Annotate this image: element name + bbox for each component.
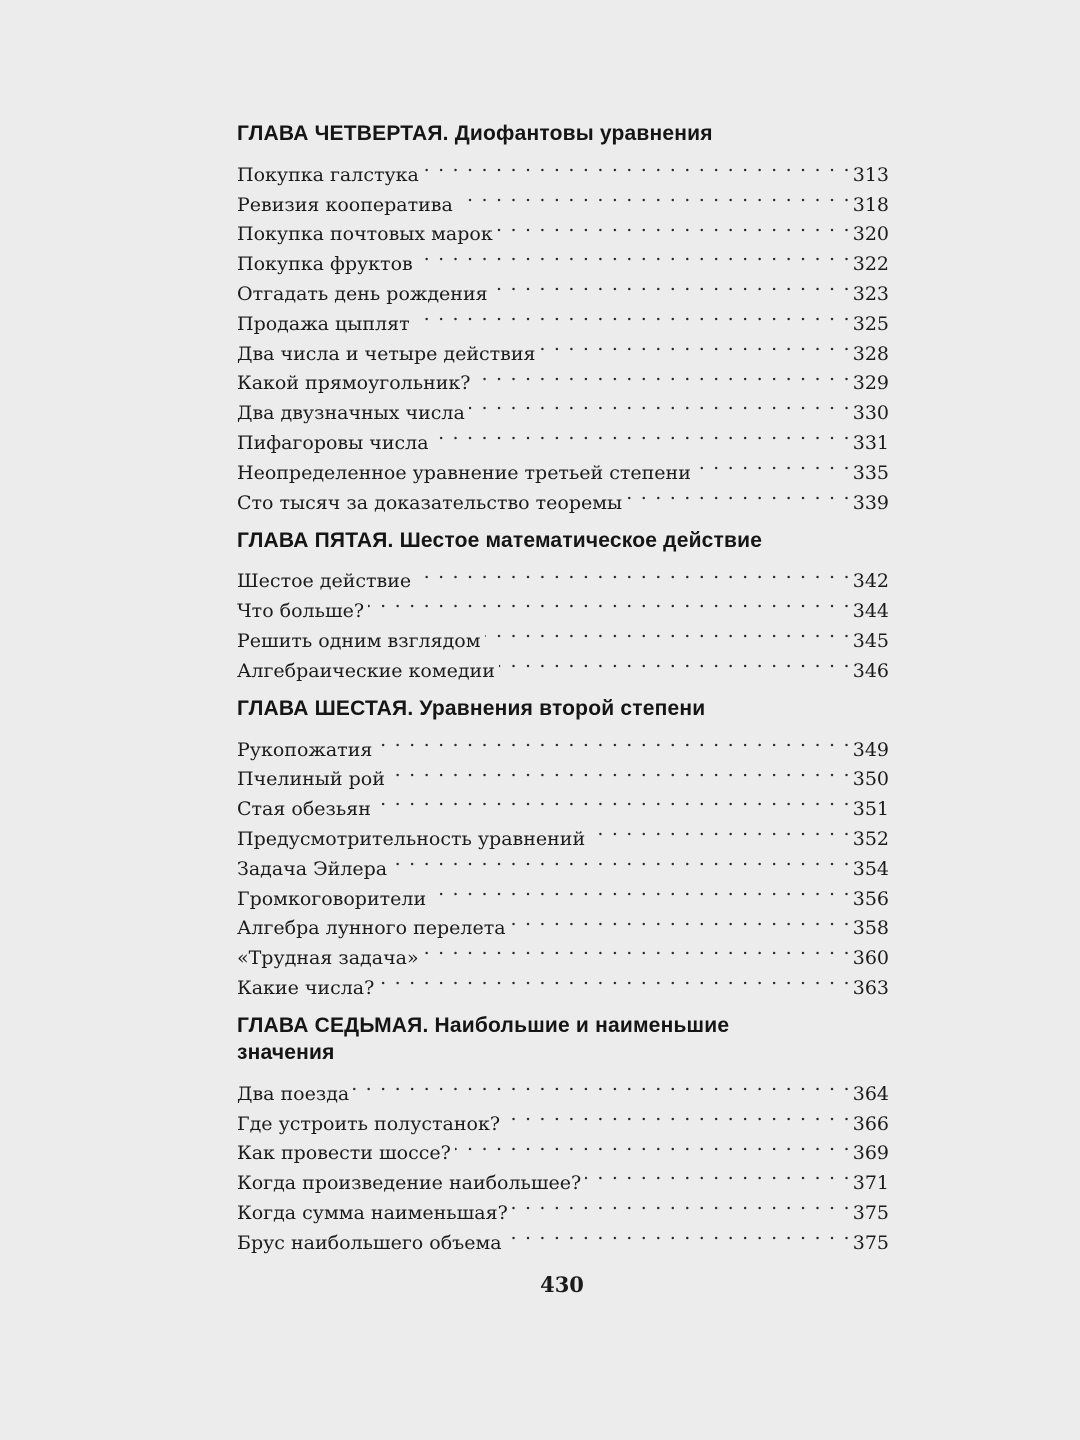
toc-entry[interactable] [237,151,889,186]
leader-dots [474,360,850,390]
leader-dots [455,1130,851,1160]
toc-entry[interactable] [237,558,889,593]
entry-title: Отгадать день рождения [237,282,488,305]
entry-title: Покупка почтовых марок [237,223,493,246]
entry-title: Стая обезьян [237,798,371,821]
entry-title: Продажа цыплят [237,312,410,335]
leader-dots [695,449,851,479]
chapter-title [237,1010,889,1066]
entry-page: 339 [852,491,889,514]
leader-dots [506,1219,851,1249]
leader-dots [423,151,851,181]
table-of-contents [237,118,889,1265]
entry-page: 344 [852,600,889,623]
leader-dots [540,330,851,360]
entry-page: 363 [852,976,889,999]
entry-page: 313 [852,163,889,186]
entry-page: 346 [852,659,889,682]
entry-title: Когда произведение наибольшее? [237,1172,582,1195]
entry-page: 349 [852,738,889,761]
entry-title: Два двузначных числа [237,402,465,425]
entry-title: Покупка галстука [237,163,419,186]
chapter-title-line-2: значения [237,1040,335,1064]
leader-dots [378,964,850,994]
entry-title: Какой прямоугольник? [237,372,471,395]
entry-page: 375 [852,1231,889,1254]
leader-dots [423,934,851,964]
leader-dots [485,617,851,647]
entry-title: Как провести шоссе? [237,1142,451,1165]
leader-dots [368,587,851,617]
leader-dots [417,240,851,270]
entry-title: Задача Эйлера [237,857,388,880]
entry-title: Предусмотрительность уравнений [237,827,586,850]
entry-page: 366 [852,1112,889,1135]
leader-dots [510,905,851,935]
chapter-5 [237,525,889,682]
entry-page: 328 [852,342,889,365]
entry-title: Громкоговорители [237,887,427,910]
entry-title: Шестое действие [237,570,412,593]
toc-entry[interactable] [237,1070,889,1105]
entry-title: Решить одним взглядом [237,629,481,652]
leader-dots [497,211,851,241]
leader-dots [391,845,851,875]
leader-dots [376,726,850,756]
leader-dots [469,389,851,419]
entry-title: Пчелиный рой [237,768,385,791]
entry-page: 364 [852,1082,889,1105]
entry-page: 360 [852,947,889,970]
entry-page: 354 [852,857,889,880]
leader-dots [433,419,851,449]
entry-title: Рукопожатия [237,738,373,761]
leader-dots [430,875,851,905]
entry-page: 350 [852,768,889,791]
entry-page: 342 [852,570,889,593]
entry-page: 325 [852,312,889,335]
chapter-7 [237,1010,889,1254]
entry-page: 318 [852,193,889,216]
leader-dots [457,181,851,211]
leader-dots [389,756,851,786]
leader-dots [504,1100,851,1130]
leader-dots [499,647,851,677]
chapter-title: ГЛАВА ЧЕТВЕРТАЯ. Диофантовы уравнения [237,122,713,145]
page-number: 430 [540,1272,584,1297]
entry-title: Брус наибольшего объема [237,1231,502,1254]
entry-title: Ревизия кооператива [237,193,453,216]
leader-dots [585,1159,850,1189]
entry-title: Два поезда [237,1082,350,1105]
entry-title: Покупка фруктов [237,253,413,276]
entry-title: Два числа и четыре действия [237,342,536,365]
entry-page: 322 [852,253,889,276]
entry-page: 375 [852,1201,889,1224]
entry-title: Когда сумма наименьшая? [237,1201,508,1224]
entry-page: 356 [852,887,889,910]
entry-title: Пифагоровы числа [237,431,429,454]
entry-page: 345 [852,629,889,652]
chapter-title: ГЛАВА ШЕСТАЯ. Уравнения второй степени [237,696,706,720]
leader-dots [375,785,851,815]
entry-page: 358 [852,917,889,940]
entry-title: Какие числа? [237,976,375,999]
toc-entry[interactable] [237,726,889,761]
entry-title: Алгебраические комедии [237,659,495,682]
entry-page: 335 [852,461,889,484]
chapter-title-line-1: ГЛАВА СЕДЬМАЯ. Наибольшие и наименьшие [237,1013,730,1037]
entry-title: «Трудная задача» [237,947,419,970]
entry-page: 323 [852,282,889,305]
entry-title: Алгебра лунного перелета [237,917,506,940]
entry-title: Что больше? [237,600,365,623]
entry-page: 352 [852,827,889,850]
leader-dots [492,270,851,300]
entry-title: Где устроить полустанок? [237,1112,501,1135]
leader-dots [414,300,851,330]
leader-dots [353,1070,850,1100]
chapter-title: ГЛАВА ПЯТАЯ. Шестое математическое действие [237,528,763,552]
leader-dots [415,558,851,588]
entry-title: Неопределенное уравнение третьей степени [237,461,691,484]
leader-dots [626,479,851,509]
chapter-4 [237,118,889,514]
entry-page: 330 [852,402,889,425]
entry-page: 320 [852,223,889,246]
entry-title: Сто тысяч за доказательство теоремы [237,491,623,514]
chapter-6 [237,693,889,999]
leader-dots [589,815,851,845]
leader-dots [512,1189,851,1219]
entry-page: 329 [852,372,889,395]
entry-page: 351 [852,798,889,821]
entry-page: 371 [852,1172,889,1195]
entry-page: 369 [852,1142,889,1165]
entry-page: 331 [852,431,889,454]
